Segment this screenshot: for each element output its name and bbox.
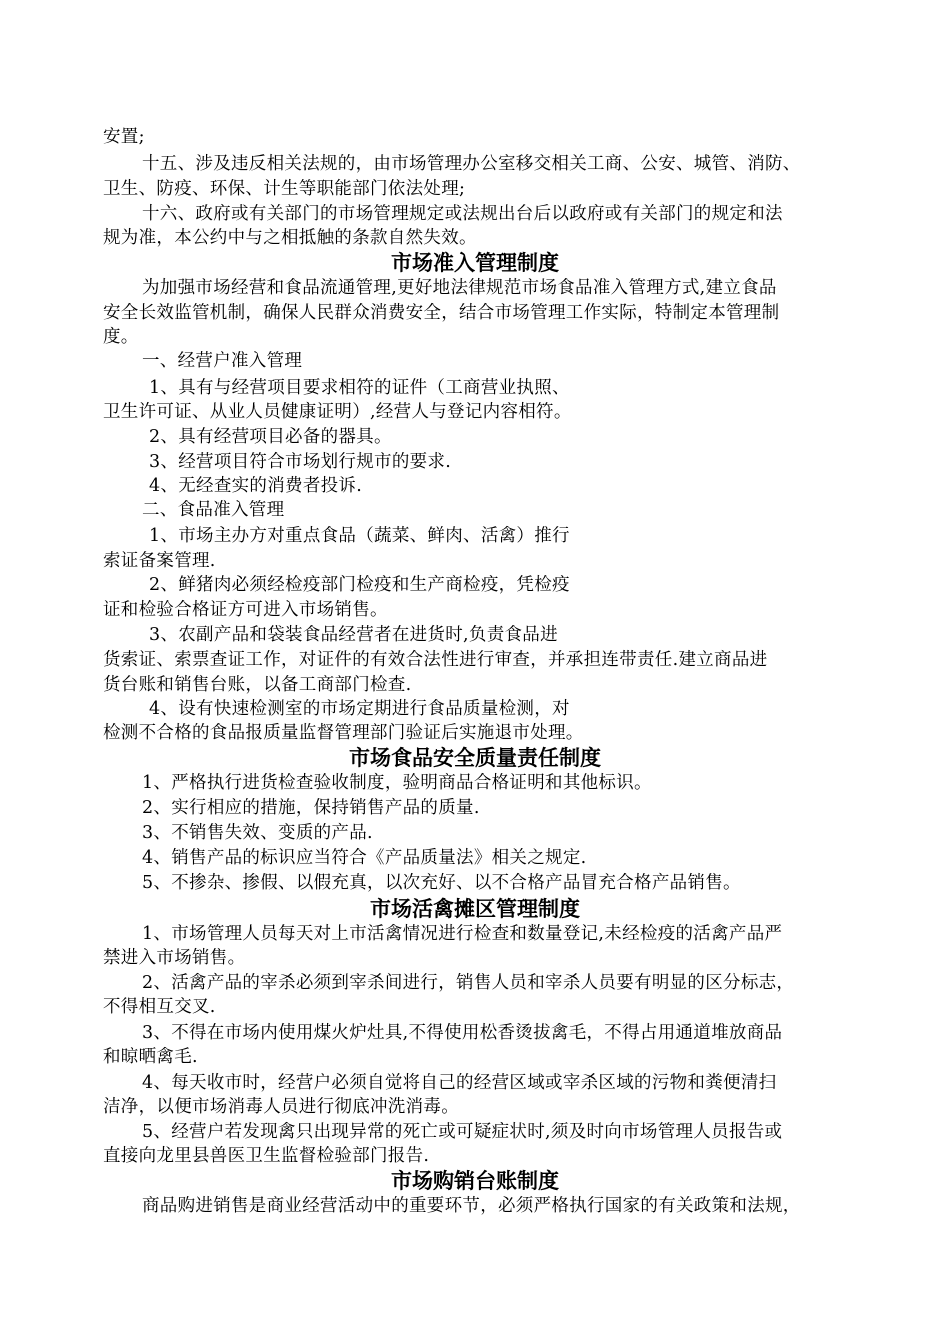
paragraph-line: 3、农副产品和袋装食品经营者在进货时,负责食品进 [149, 625, 558, 645]
paragraph-line: 1、具有与经营项目要求相符的证件（工商营业执照、 [149, 378, 570, 398]
paragraph-line: 2、鲜猪肉必须经检疫部门检疫和生产商检疫，凭检疫 [149, 575, 570, 595]
paragraph-line: 1、严格执行进货检查验收制度，验明商品合格证明和其他标识。 [142, 773, 652, 793]
paragraph-line: 5、经营户若发现禽只出现异常的死亡或可疑症状时,须及时向市场管理人员报告或 [142, 1122, 783, 1142]
paragraph-line: 二、食品准入管理 [142, 500, 285, 520]
paragraph-line: 4、每天收市时，经营户必须自觉将自己的经营区域或宰杀区域的污物和粪便清扫 [142, 1073, 777, 1093]
paragraph-line: 洁净，以便市场消毒人员进行彻底冲洗消毒。 [103, 1097, 459, 1117]
paragraph-line: 卫生许可证、从业人员健康证明）,经营人与登记内容相符。 [103, 402, 572, 422]
paragraph-line: 直接向龙里县兽医卫生监督检验部门报告. [103, 1146, 430, 1166]
paragraph-line: 一、经营户准入管理 [142, 351, 303, 371]
section-title: 市场食品安全质量责任制度 [349, 746, 601, 770]
paragraph-line: 货台账和销售台账，以备工商部门检查. [103, 675, 412, 695]
paragraph-line: 十六、政府或有关部门的市场管理规定或法规出台后以政府或有关部门的规定和法 [142, 204, 783, 224]
paragraph-line: 度。 [103, 327, 139, 347]
paragraph-line: 2、具有经营项目必备的器具。 [149, 427, 392, 447]
paragraph-line: 4、销售产品的标识应当符合《产品质量法》相关之规定. [142, 848, 587, 868]
paragraph-line: 索证备案管理. [103, 551, 216, 571]
paragraph-line: 不得相互交叉. [103, 997, 216, 1017]
paragraph-line: 检测不合格的食品报质量监督管理部门验证后实施退市处理。 [103, 723, 584, 743]
paragraph-line: 安置; [103, 127, 145, 147]
paragraph-line: 和晾晒禽毛. [103, 1047, 198, 1067]
paragraph-line: 1、市场主办方对重点食品（蔬菜、鲜肉、活禽）推行 [149, 526, 570, 546]
paragraph-line: 5、不掺杂、掺假、以假充真，以次充好、以不合格产品冒充合格产品销售。 [142, 873, 741, 893]
paragraph-line: 十五、涉及违反相关法规的，由市场管理办公室移交相关工商、公安、城管、消防、 [142, 154, 801, 174]
paragraph-line: 3、经营项目符合市场划行规市的要求. [149, 452, 452, 472]
paragraph-line: 商品购进销售是商业经营活动中的重要环节，必须严格执行国家的有关政策和法规， [142, 1196, 801, 1216]
paragraph-line: 卫生、防疫、环保、计生等职能部门依法处理; [103, 179, 466, 199]
paragraph-line: 3、不得在市场内使用煤火炉灶具,不得使用松香烫拔禽毛，不得占用通道堆放商品 [142, 1023, 783, 1043]
paragraph-line: 证和检验合格证方可进入市场销售。 [103, 600, 388, 620]
paragraph-line: 3、不销售失效、变质的产品. [142, 823, 373, 843]
section-title: 市场准入管理制度 [391, 251, 559, 275]
paragraph-line: 规为准，本公约中与之相抵触的条款自然失效。 [103, 228, 477, 248]
paragraph-line: 2、活禽产品的宰杀必须到宰杀间进行，销售人员和宰杀人员要有明显的区分标志， [142, 973, 795, 993]
paragraph-line: 货索证、索票查证工作，对证件的有效合法性进行审查，并承担连带责任.建立商品进 [103, 650, 768, 670]
paragraph-line: 4、设有快速检测室的市场定期进行食品质量检测，对 [149, 699, 570, 719]
paragraph-line: 禁进入市场销售。 [103, 948, 246, 968]
section-title: 市场购销台账制度 [391, 1169, 559, 1193]
paragraph-line: 为加强市场经营和食品流通管理,更好地法律规范市场食品准入管理方式,建立食品 [142, 278, 777, 298]
paragraph-line: 4、无经查实的消费者投诉. [149, 476, 363, 496]
paragraph-line: 1、市场管理人员每天对上市活禽情况进行检查和数量登记,未经检疫的活禽产品严 [142, 924, 783, 944]
paragraph-line: 安全长效监管机制，确保人民群众消费安全，结合市场管理工作实际，特制定本管理制 [103, 303, 780, 323]
section-title: 市场活禽摊区管理制度 [370, 897, 580, 921]
paragraph-line: 2、实行相应的措施，保持销售产品的质量. [142, 798, 480, 818]
